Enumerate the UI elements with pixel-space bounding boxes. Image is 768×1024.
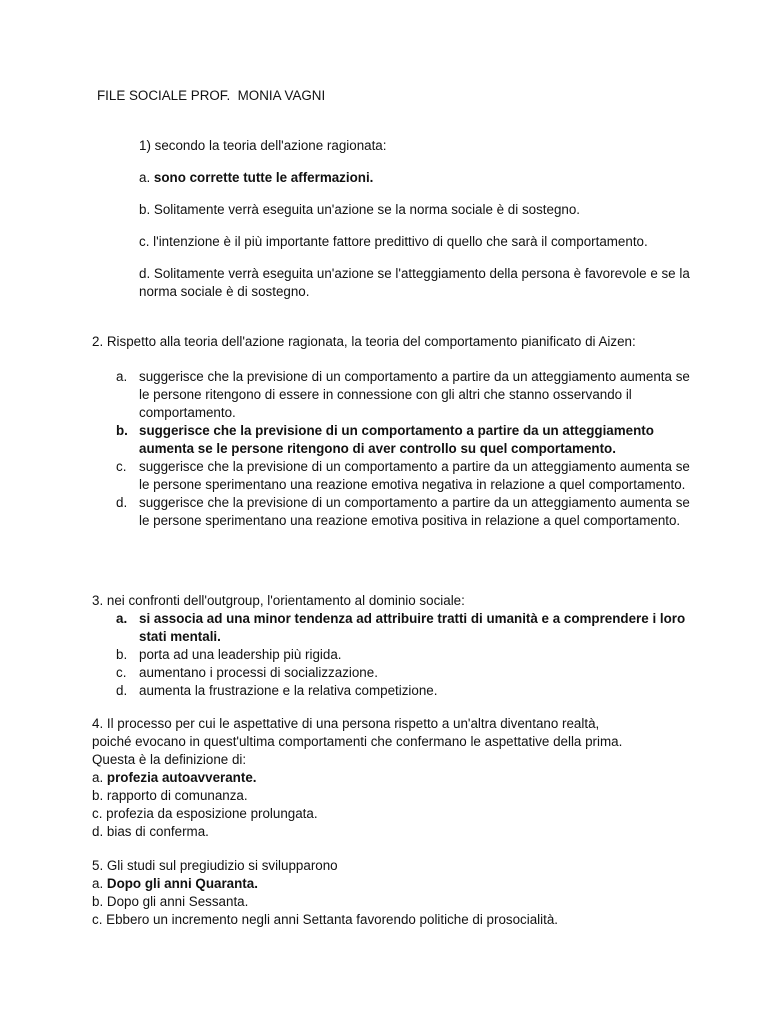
question-2-prompt: 2. Rispetto alla teoria dell'azione ragionata, la teoria del comportamento pianificato di Aizen: <box>92 334 636 349</box>
question-4-option-d <box>92 823 692 841</box>
option-text: rapporto di comunanza. <box>106 788 248 803</box>
option-text: bias di conferma. <box>106 824 209 839</box>
option-text-correct: profezia autoavverante. <box>106 770 257 785</box>
question-1-prompt: 1) secondo la teoria dell'azione ragionata: <box>139 138 387 153</box>
question-4-prompt-line: 4. Il processo per cui le aspettative di una persona rispetto a un'altra diventano realtà, <box>92 716 600 731</box>
option-letter: b. <box>92 788 104 803</box>
question-4-option-c <box>92 805 692 823</box>
document-header: FILE SOCIALE PROF. MONIA VAGNI <box>97 88 326 103</box>
option-letter: a. <box>139 170 151 185</box>
option-letter: b. <box>116 423 128 438</box>
question-5-option-b <box>92 893 692 911</box>
question-2 <box>92 333 692 530</box>
option-letter: d. <box>116 683 128 698</box>
option-text: suggerisce che la previsione di un comportamento a partire da un atteggiamento aumenta se le persone ritengono di essere in connessione con gli altri che stanno osservando il comportamento. <box>139 369 690 420</box>
option-text: Ebbero un incremento negli anni Settanta favorendo politiche di prosocialità. <box>106 912 559 927</box>
option-letter: d. <box>92 824 104 839</box>
option-letter: a. <box>116 611 128 626</box>
option-text: aumentano i processi di socializzazione. <box>139 665 378 680</box>
option-text: Solitamente verrà eseguita un'azione se l'atteggiamento della persona è favorevole e se la norma sociale è di sostegno. <box>139 266 690 299</box>
option-letter: b. <box>92 894 104 909</box>
question-4-option-a <box>92 769 692 787</box>
option-text-correct: sono corrette tutte le affermazioni. <box>153 170 374 185</box>
question-1-option-b <box>139 201 699 219</box>
question-2-option-b <box>92 422 692 458</box>
question-4 <box>92 715 692 841</box>
option-letter: c. <box>92 806 103 821</box>
option-text: porta ad una leadership più rigida. <box>139 647 342 662</box>
question-5-option-a <box>92 875 692 893</box>
question-4-prompt-line: Questa è la definizione di: <box>92 752 247 767</box>
option-letter: a. <box>92 770 104 785</box>
option-text-correct: suggerisce che la previsione di un comportamento a partire da un atteggiamento aumenta se le persone ritengono di aver controllo su quel comportamento. <box>139 423 654 456</box>
question-2-option-c <box>92 458 692 494</box>
question-2-option-a <box>92 368 692 422</box>
question-3 <box>92 592 692 700</box>
option-letter: a. <box>92 876 104 891</box>
question-4-option-b <box>92 787 692 805</box>
option-text: Solitamente verrà eseguita un'azione se la norma sociale è di sostegno. <box>153 202 581 217</box>
question-5-prompt: 5. Gli studi sul pregiudizio si svilupparono <box>92 858 338 873</box>
question-3-option-a <box>92 610 692 646</box>
option-text: suggerisce che la previsione di un comportamento a partire da un atteggiamento aumenta se le persone sperimentano una reazione emotiva positiva in relazione a quel comportamento. <box>139 495 690 528</box>
option-text: suggerisce che la previsione di un comportamento a partire da un atteggiamento aumenta se le persone sperimentano una reazione emotiva negativa in relazione a quel comportamento. <box>139 459 690 492</box>
option-letter: d. <box>116 495 128 510</box>
option-letter: c. <box>92 912 103 927</box>
option-letter: b. <box>139 202 151 217</box>
option-letter: c. <box>116 665 127 680</box>
question-1 <box>139 137 699 301</box>
option-letter: a. <box>116 369 128 384</box>
question-3-option-d <box>92 682 692 700</box>
question-1-option-d <box>139 265 699 301</box>
question-4-prompt-line: poiché evocano in quest'ultima comportamenti che confermano le aspettative della prima. <box>92 734 623 749</box>
question-5 <box>92 857 692 929</box>
question-1-option-c <box>139 233 699 251</box>
option-letter: b. <box>116 647 128 662</box>
option-letter: d. <box>139 266 151 281</box>
question-3-option-b <box>92 646 692 664</box>
question-2-option-d <box>92 494 692 530</box>
option-text-correct: si associa ad una minor tendenza ad attribuire tratti di umanità e a comprendere i loro stati mentali. <box>139 611 686 644</box>
option-text-correct: Dopo gli anni Quaranta. <box>106 876 258 891</box>
question-5-option-c <box>92 911 692 929</box>
option-text: l'intenzione è il più importante fattore predittivo di quello che sarà il comportamento. <box>153 234 648 249</box>
question-3-options <box>92 610 692 700</box>
question-1-option-a <box>139 169 699 187</box>
question-3-prompt: 3. nei confronti dell'outgroup, l'orientamento al dominio sociale: <box>92 593 465 608</box>
option-text: profezia da esposizione prolungata. <box>106 806 318 821</box>
question-3-option-c <box>92 664 692 682</box>
question-2-options <box>92 368 692 530</box>
option-text: aumenta la frustrazione e la relativa competizione. <box>139 683 438 698</box>
option-text: Dopo gli anni Sessanta. <box>106 894 249 909</box>
option-letter: c. <box>116 459 127 474</box>
option-letter: c. <box>139 234 150 249</box>
